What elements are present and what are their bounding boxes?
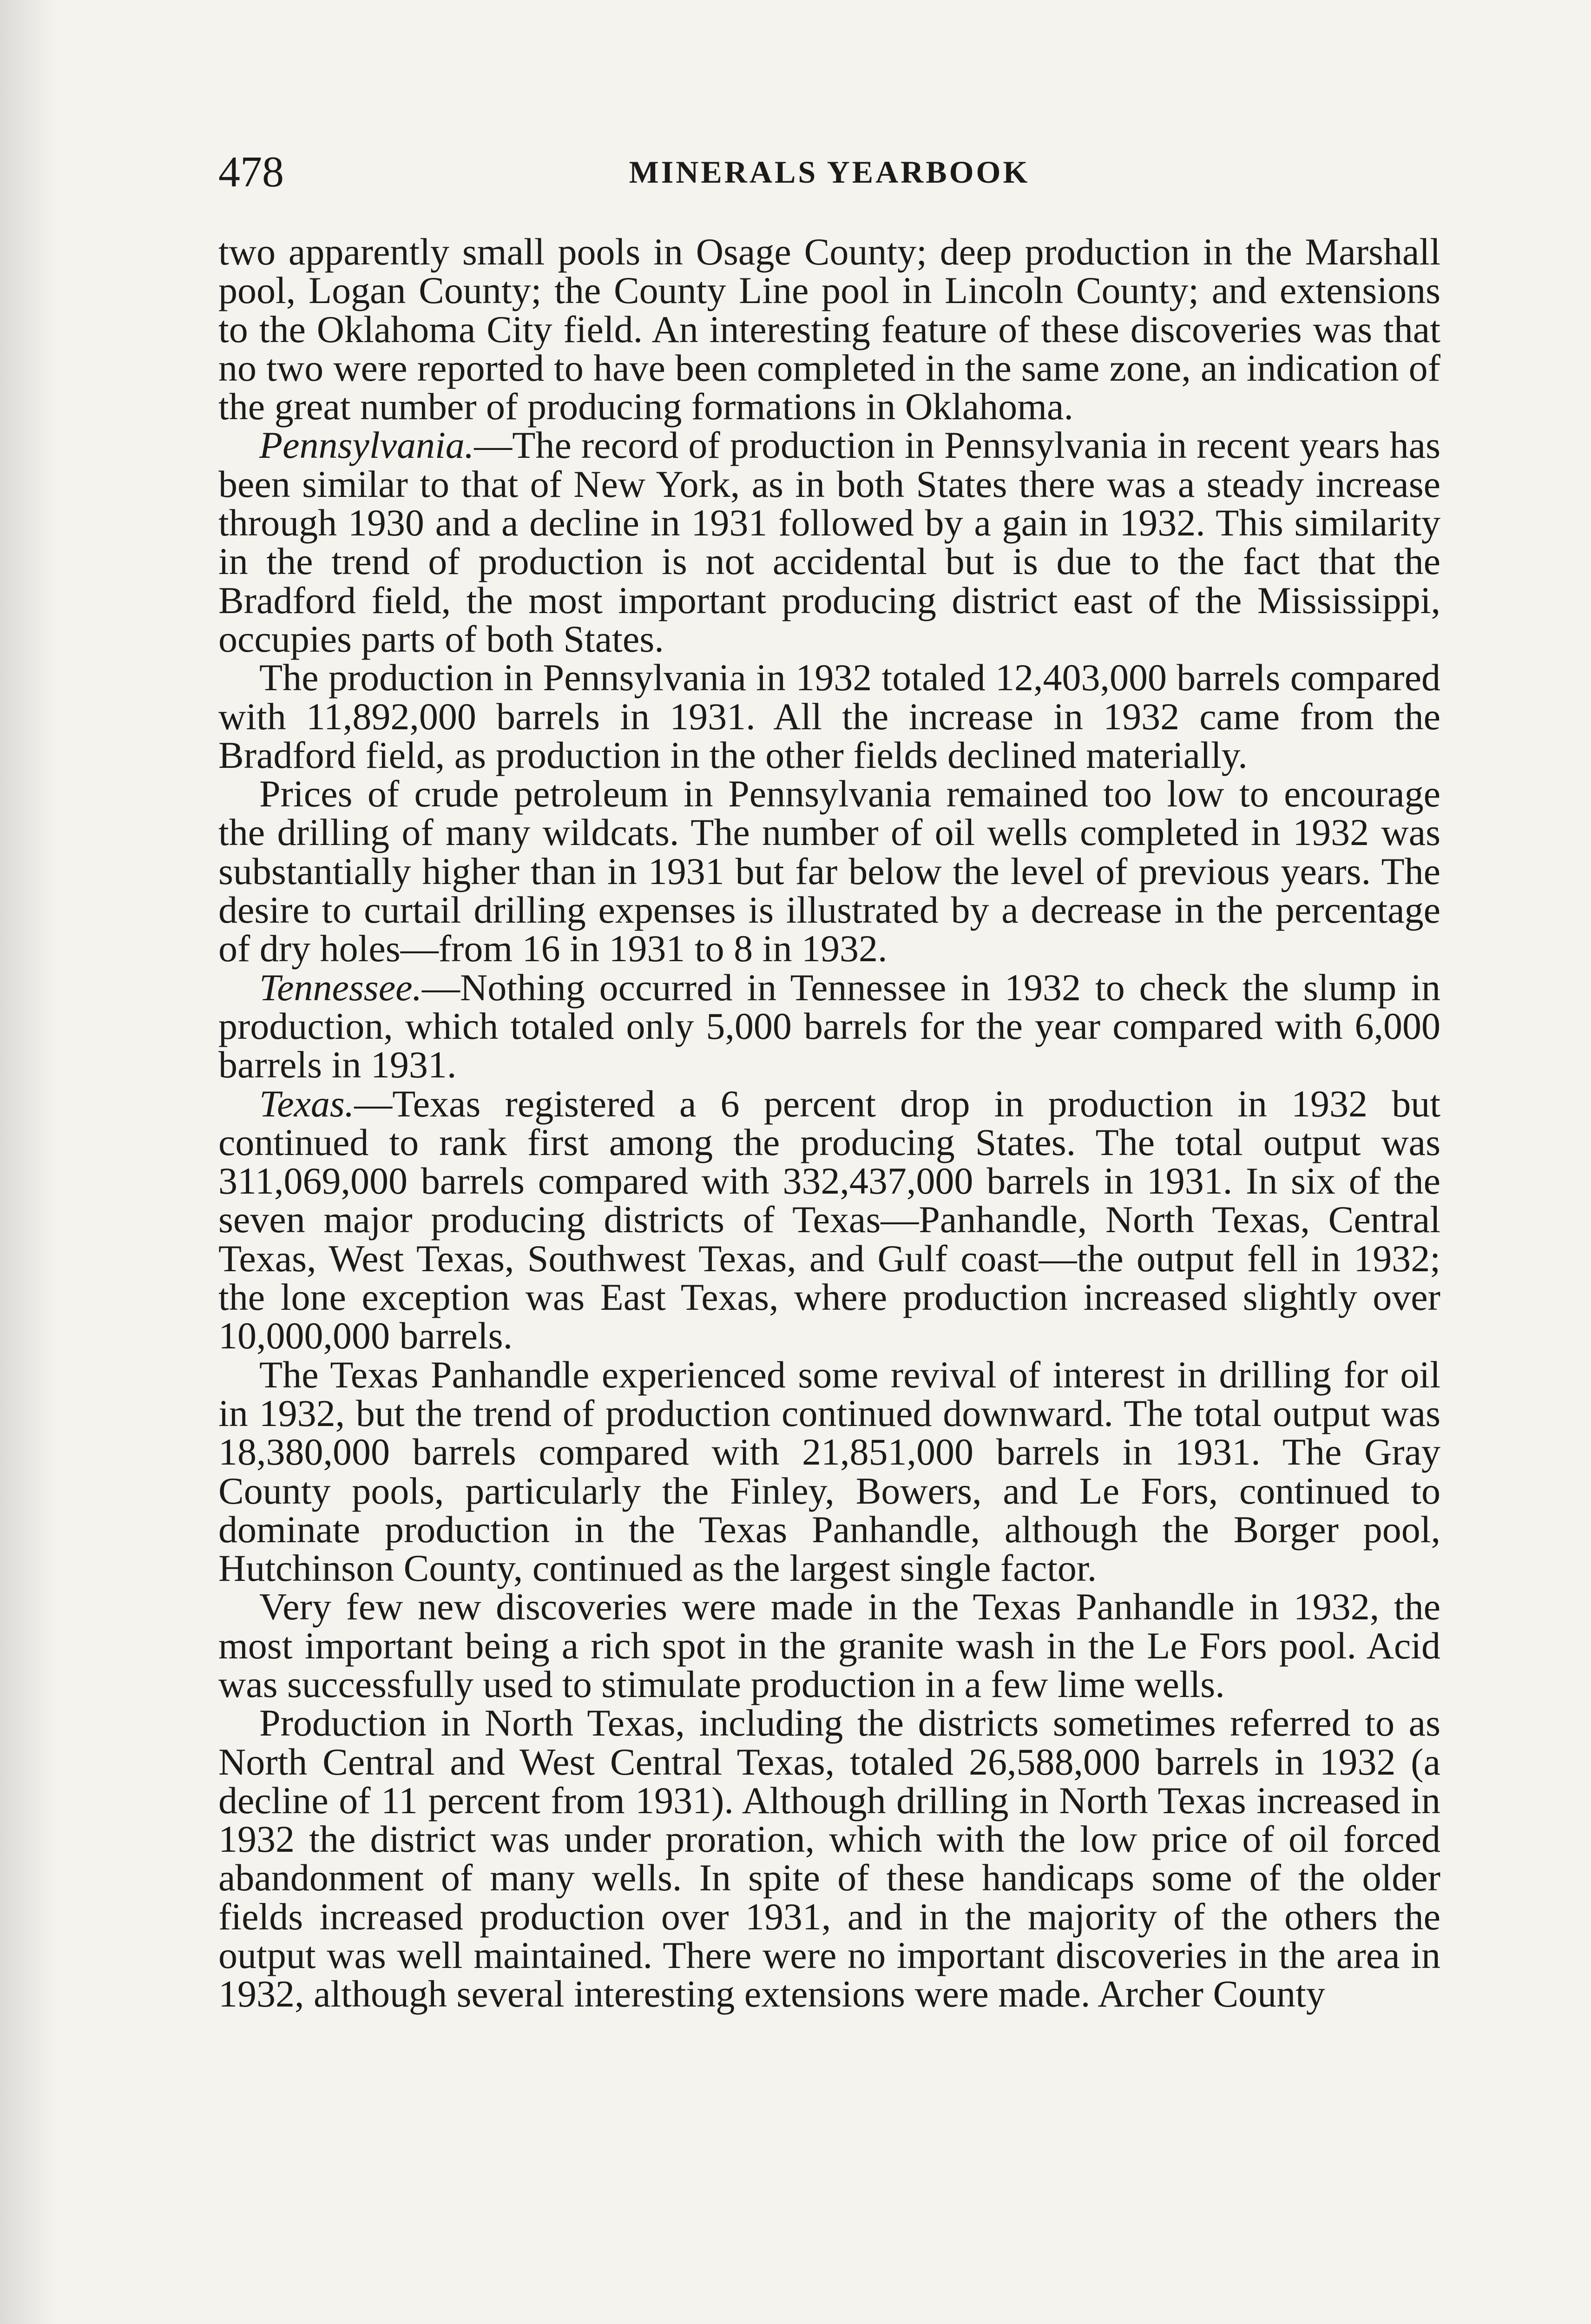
section-lead-pennsylvania: Pennsylvania. (259, 424, 474, 467)
section-lead-texas: Texas. (259, 1082, 355, 1125)
paragraph-text: —The record of production in Pennsylvania in recent years has been similar to that of New York, as in both States there was a steady increase through 1930 and a decline in 1931 followed by a gain in 1932. This similarity in the trend of production is not accidental but is due to the fact that the Bradford field, the most important producing district east of the Mississippi, occupies parts of both States. (218, 424, 1440, 660)
paragraph-text: The Texas Panhandle experienced some revival of interest in drilling for oil in 1932, but the trend of production continued downward. The total output was 18,380,000 barrels compared with 21,851,000 barrels in 1931. The Gray County pools, particularly the Finley, Bowers, and Le Fors, continued to dominate production in the Texas Panhandle, although the Borger pool, Hutchinson County, continued as the largest single factor. (218, 1353, 1440, 1590)
paragraph-text: —Nothing occurred in Tennessee in 1932 to check the slump in production, which totaled only 5,000 barrels for the year compared with 6,000 barrels in 1931. (218, 966, 1440, 1086)
page-number: 478 (218, 148, 284, 196)
paragraph-text: Very few new discoveries were made in the Texas Panhandle in 1932, the most important being a rich spot in the granite wash in the Le Fors pool. Acid was successfully used to stimulate production in a few lime wells. (218, 1585, 1440, 1705)
paragraph-oklahoma-continued (218, 232, 1440, 426)
paragraph-text: —Texas registered a 6 percent drop in production in 1932 but continued to rank first among the producing States. The total output was 311,069,000 barrels compared with 332,437,000 barrels in 1931. In six of the seven major producing districts of Texas—Panhandle, North Texas, Central Texas, West Texas, Southwest Texas, and Gulf coast—the output fell in 1932; the lone exception was East Texas, where production increased slightly over 10,000,000 barrels. (218, 1082, 1440, 1357)
paragraph-pennsylvania-prices (218, 774, 1440, 968)
paragraph-text: two apparently small pools in Osage County; deep production in the Marshall pool, Logan County; the County Line pool in Lincoln County; and extensions to the Oklahoma City field. An interesting feature of these discoveries was that no two were reported to have been completed in the same zone, an indication of the great number of producing formations in Oklahoma. (218, 231, 1440, 428)
paragraph-texas-panhandle (218, 1355, 1440, 1588)
paragraph-texas (218, 1084, 1440, 1355)
paragraph-pennsylvania-production (218, 658, 1440, 774)
page-header (218, 139, 1440, 205)
paragraph-text: Production in North Texas, including the districts sometimes referred to as North Central and West Central Texas, totaled 26,588,000 barrels in 1932 (a decline of 11 percent from 1931). Although drilling in North Texas increased in 1932 the district was under proration, which with the low price of oil forced abandonment of many wells. In spite of these handicaps some of the older fields increased production over 1931, and in the majority of the others the output was well maintained. There were no important discoveries in the area in 1932, although several interesting extensions were made. Archer County (218, 1702, 1440, 2015)
paragraph-pennsylvania (218, 426, 1440, 658)
running-head: MINERALS YEARBOOK (629, 154, 1030, 190)
paragraph-panhandle-discoveries (218, 1587, 1440, 1703)
paragraph-text: The production in Pennsylvania in 1932 totaled 12,403,000 barrels compared with 11,892,000 barrels in 1931. All the increase in 1932 came from the Bradford field, as production in the other fields declined materially. (218, 656, 1440, 776)
body-text (218, 232, 1440, 2014)
paragraph-tennessee (218, 968, 1440, 1084)
section-lead-tennessee: Tennessee. (259, 966, 422, 1009)
page-edge-shadow (0, 0, 56, 2324)
paragraph-north-texas (218, 1703, 1440, 2013)
paragraph-text: Prices of crude petroleum in Pennsylvania remained too low to encourage the drilling of many wildcats. The number of oil wells completed in 1932 was substantially higher than in 1931 but far below the level of previous years. The desire to curtail drilling expenses is illustrated by a decrease in the percentage of dry holes—from 16 in 1931 to 8 in 1932. (218, 772, 1440, 970)
